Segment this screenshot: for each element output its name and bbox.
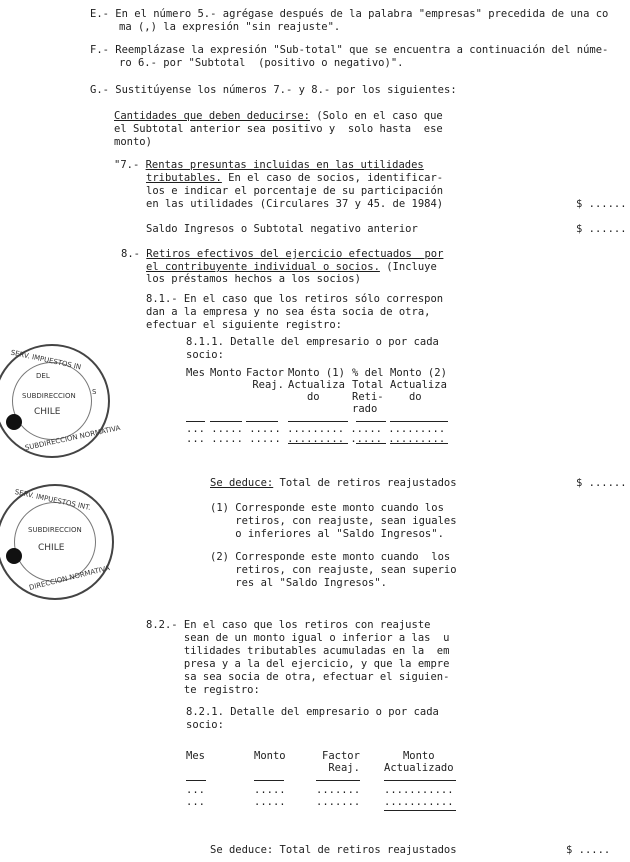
n8-line3: los préstamos hechos a los socios) <box>146 273 361 285</box>
t2-rule-monto-act <box>384 780 456 781</box>
t1-rule-monto <box>210 421 242 422</box>
saldo-text: Saldo Ingresos o Subtotal negativo anterior <box>146 223 418 235</box>
stamp-bottom-dot <box>6 548 22 564</box>
t2-header-monto-act: Monto Actualizado <box>384 750 454 774</box>
n7-line2-rest: En el caso de socios, identificar- <box>221 172 444 184</box>
t2-header-monto: Monto <box>254 750 286 762</box>
n7-amount: $ ...... <box>576 198 627 210</box>
t2-row1-factor: ....... <box>316 784 361 796</box>
t2-row2-act: ........... <box>384 796 454 808</box>
note2-line1: (2) Corresponde este monto cuando los <box>210 551 451 563</box>
n811-line2: socio: <box>186 349 224 361</box>
item-e-line1: E.- En el número 5.- agrégase después de la palabra "empresas" precedida de una co <box>90 8 609 20</box>
n7-prefix: "7.- <box>114 159 146 171</box>
t1-row-1: ... ..... ..... ......... ..... ......... <box>186 423 446 435</box>
note2-line3: res al "Saldo Ingresos". <box>210 577 388 589</box>
t1-rule-factor <box>246 421 278 422</box>
item-e-line2: ma (,) la expresión "sin reajuste". <box>119 21 341 33</box>
n82-line1: 8.2.- En el caso que los retiros con reajuste <box>146 619 431 631</box>
saldo-amount: $ ...... <box>576 223 627 235</box>
t2-row2-mes: ... <box>186 796 205 808</box>
t1-header-pct: % del Total Reti- rado <box>352 367 384 415</box>
deduce1-line <box>210 477 457 489</box>
t2-row1-monto: ..... <box>254 784 286 796</box>
n8-heading-1: Retiros efectivos del ejercicio efectuados por <box>146 248 444 260</box>
t2-header-mes: Mes <box>186 750 205 762</box>
t2-row2-monto: ..... <box>254 796 286 808</box>
t1-total-rule-act <box>288 443 348 444</box>
t1-rule-monto2 <box>390 421 448 422</box>
stamp-top-ring-text: SERV. IMPUESTOS IN <box>9 348 82 372</box>
stamp-inner-ring <box>12 362 92 440</box>
t2-row1-act: ........... <box>384 784 454 796</box>
n82-line4: presa y a la del ejercicio, y que la empre <box>146 658 450 670</box>
n82-line2: sean de un monto igual o inferior a las u <box>146 632 450 644</box>
stamp-top-line1: DEL <box>36 372 50 380</box>
stamp-bottom-ring-bottom: DIRECCION NORMATIVA <box>28 564 111 592</box>
t1-rule-pct <box>356 421 386 422</box>
item-f-line1: F.- Reemplázase la expresión "Sub-total" que se encuentra a continuación del núme- <box>90 44 609 56</box>
stamp-top-dot <box>6 414 22 430</box>
item-f-line2: ro 6.- por "Subtotal (positivo o negativo)". <box>119 57 404 69</box>
note2-line2: retiros, con reajuste, sean superio <box>210 564 457 576</box>
t1-rule-monto-act <box>288 421 348 422</box>
item-g-line1: G.- Sustitúyense los números 7.- y 8.- por los siguientes: <box>90 84 457 96</box>
stamp-top-line2: SUBDIRECCION <box>22 392 76 400</box>
n7-line2 <box>146 172 443 184</box>
n811-line1: 8.1.1. Detalle del empresario o por cada <box>186 336 439 348</box>
stamp-top-ring-right: S <box>92 388 97 396</box>
t1-header-monto: Monto <box>210 367 242 379</box>
deduce2-text: Se deduce: Total de retiros reajustados <box>210 844 457 856</box>
n81-line2: dan a la empresa y no sea ésta socia de otra, <box>146 306 431 318</box>
t2-row2-factor: ....... <box>316 796 361 808</box>
t2-row1-mes: ... <box>186 784 205 796</box>
n821-line1: 8.2.1. Detalle del empresario o por cada <box>186 706 439 718</box>
cantidades-line3: monto) <box>114 136 152 148</box>
n8-line2-rest: (Incluye <box>379 261 437 273</box>
n8-line2 <box>146 261 437 273</box>
deduce1-label: Se deduce: <box>210 477 274 489</box>
n7-line1 <box>114 159 424 171</box>
n82-line3: tilidades tributables acumuladas en la em <box>146 645 450 657</box>
t2-rule-monto <box>254 780 284 781</box>
official-stamp-top <box>0 344 122 458</box>
cantidades-heading: Cantidades que deben deducirse: <box>114 110 310 122</box>
n8-line1 <box>121 248 443 260</box>
t2-rule-factor <box>316 780 360 781</box>
t1-header-factor: Factor Reaj. <box>246 367 284 391</box>
t1-total-rule-pct <box>356 443 386 444</box>
note1-line1: (1) Corresponde este monto cuando los <box>210 502 444 514</box>
n81-line1: 8.1.- En el caso que los retiros sólo correspon <box>146 293 444 305</box>
cantidades-line1 <box>114 110 443 122</box>
official-stamp-bottom <box>0 484 114 600</box>
t2-header-factor: Factor Reaj. <box>322 750 360 774</box>
n82-line6: te registro: <box>146 684 260 696</box>
deduce2-amount: $ ..... <box>566 844 611 856</box>
n8-prefix: 8.- <box>121 248 147 260</box>
n8-heading-2: el contribuyente individual o socios. <box>146 261 380 273</box>
t1-rule-mes <box>186 421 205 422</box>
stamp-top-ring-bottom: SUBDIRECCION NORMATIVA <box>24 423 122 453</box>
n7-heading-2: tributables. <box>146 172 222 184</box>
note1-line2: retiros, con reajuste, sean iguales <box>210 515 457 527</box>
n7-heading-1: Rentas presuntas incluidas en las utilidades <box>145 159 424 171</box>
n7-line3: los e indicar el porcentaje de su participación <box>146 185 444 197</box>
t1-total-rule-monto2 <box>390 443 448 444</box>
t1-header-mes: Mes <box>186 367 205 379</box>
n81-line3: efectuar el siguiente registro: <box>146 319 342 331</box>
cantidades-line2: el Subtotal anterior sea positivo y solo hasta ese <box>114 123 443 135</box>
t1-row-2: ... ..... ..... ......... ..... ......... <box>186 433 446 445</box>
n82-line5: sa sea socia de otra, efectuar el siguien- <box>146 671 450 683</box>
t1-header-monto-act: Monto (1) Actualiza do <box>288 367 345 403</box>
n821-line2: socio: <box>186 719 224 731</box>
stamp-top-center: CHILE <box>34 407 61 417</box>
stamp-bottom-ring-text: SERV. IMPUESTOS INT. <box>14 488 92 512</box>
note1-line3: o inferiores al "Saldo Ingresos". <box>210 528 444 540</box>
t2-rule-mes <box>186 780 206 781</box>
deduce1-text: Total de retiros reajustados <box>273 477 457 489</box>
cantidades-line1-rest: (Solo en el caso que <box>309 110 443 122</box>
deduce1-amount: $ ...... <box>576 477 627 489</box>
stamp-bottom-line1: SUBDIRECCION <box>28 526 82 534</box>
t2-total-rule <box>384 810 456 811</box>
n7-line4: en las utilidades (Circulares 37 y 45. de 1984) <box>146 198 444 210</box>
t1-header-monto2: Monto (2) Actualiza do <box>390 367 447 403</box>
stamp-bottom-center: CHILE <box>38 543 65 553</box>
